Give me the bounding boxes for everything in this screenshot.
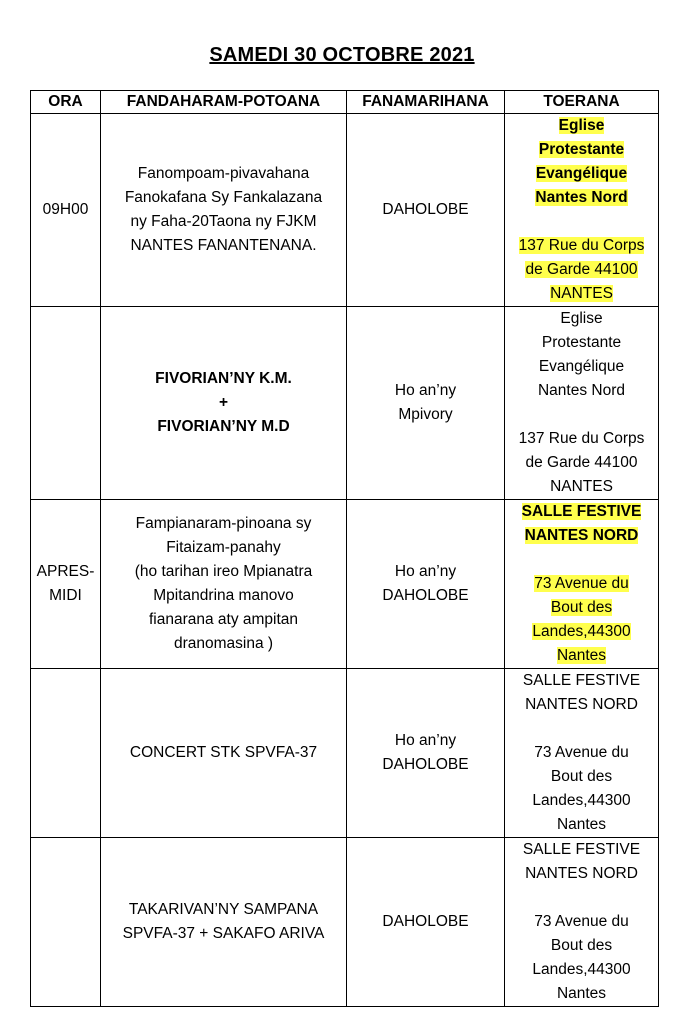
cell-place [505,500,659,669]
header-ora: ORA [31,91,101,114]
place-address-line: 73 Avenue du [534,575,629,592]
table-row [31,114,659,307]
program-line: dranomasina ) [173,635,274,652]
ora-line: MIDI [49,587,82,604]
place-address-line: 137 Rue du Corps [518,430,645,447]
program-line: + [218,394,229,411]
program-line: CONCERT STK SPVFA-37 [129,744,318,761]
cell-speaker [347,669,505,838]
table-row [31,838,659,1007]
program-line: NANTES FANANTENANA. [130,237,317,254]
program-line: Fanompoam-pivavahana [137,165,310,182]
cell-place [505,114,659,307]
place-name-line: SALLE FESTIVE [522,841,641,858]
place-name-line: SALLE FESTIVE [522,672,641,689]
header-program: FANDAHARAM-POTOANA [101,91,347,114]
program-line: FIVORIAN’NY K.M. [155,370,292,387]
program-line: TAKARIVAN’NY SAMPANA [128,901,319,918]
program-line: SPVFA-37 + SAKAFO ARIVA [122,925,325,942]
cell-speaker [347,500,505,669]
schedule-table [30,90,659,1007]
cell-program [101,838,347,1007]
place-name-line: Nantes Nord [535,189,628,206]
cell-place [505,669,659,838]
program-line: Fitaizam-panahy [166,539,281,556]
place-name-line: Evangélique [538,358,625,375]
place-address-line: Bout des [550,937,613,954]
cell-place [505,838,659,1007]
cell-ora [31,114,101,307]
speaker-line: Mpivory [398,406,453,423]
program-line: (ho tarihan ireo Mpianatra [134,563,313,580]
place-address-line: 73 Avenue du [534,744,629,761]
cell-speaker [347,838,505,1007]
cell-speaker [347,307,505,500]
cell-program [101,500,347,669]
cell-program [101,307,347,500]
place-name-line: Eglise [560,310,603,327]
speaker-line: DAHOLOBE [382,201,469,218]
place-address-line: Nantes [556,985,607,1002]
place-address-line: Landes,44300 [532,623,631,640]
speaker-line: DAHOLOBE [382,587,469,604]
place-name-line: NANTES NORD [524,527,639,544]
program-line: Fampianaram-pinoana sy [135,515,312,532]
place-address-line: de Garde 44100 [525,261,638,278]
place-name-line: Protestante [541,334,622,351]
speaker-line: DAHOLOBE [382,756,469,773]
program-line: Fanokafana Sy Fankalazana [124,189,323,206]
program-line: Mpitandrina manovo [153,587,294,604]
place-name-line: Eglise [558,117,605,134]
program-line: ny Faha-20Taona ny FJKM [130,213,317,230]
table-row [31,500,659,669]
table-row [31,307,659,500]
speaker-line: Ho an’ny [394,382,457,399]
place-address-line: 73 Avenue du [534,913,629,930]
table-row [31,669,659,838]
place-name-line: NANTES NORD [525,696,638,713]
place-address-line: de Garde 44100 [525,454,638,471]
place-name-line: SALLE FESTIVE [521,503,642,520]
place-address-line: Nantes [556,816,607,833]
speaker-line: DAHOLOBE [382,913,469,930]
speaker-line: Ho an’ny [394,563,457,580]
place-address-line: Nantes [556,647,607,664]
ora-line: 09H00 [42,201,89,218]
ora-line: APRES- [36,563,95,580]
place-address-line: NANTES [550,285,613,302]
program-line: FIVORIAN’NY M.D [157,418,290,435]
place-address-line: NANTES [550,478,613,495]
place-name-line: Nantes Nord [537,382,625,399]
cell-ora [31,838,101,1007]
place-address-line: Bout des [550,599,613,616]
cell-ora [31,669,101,838]
place-address-line: Landes,44300 [532,792,631,809]
header-place: TOERANA [505,91,659,114]
cell-place [505,307,659,500]
place-address-line: Bout des [550,768,613,785]
place-address-line: 137 Rue du Corps [518,237,645,254]
place-name-line: Protestante [538,141,625,158]
header-speaker: FANAMARIHANA [347,91,505,114]
place-name-line: Evangélique [535,165,628,182]
program-line: fianarana aty ampitan [148,611,299,628]
cell-ora [31,500,101,669]
cell-program [101,669,347,838]
place-address-line: Landes,44300 [532,961,631,978]
cell-ora [31,307,101,500]
page-title: SAMEDI 30 OCTOBRE 2021 [209,44,475,66]
cell-program [101,114,347,307]
cell-speaker [347,114,505,307]
speaker-line: Ho an’ny [394,732,457,749]
place-name-line: NANTES NORD [525,865,638,882]
header-row [31,91,659,114]
